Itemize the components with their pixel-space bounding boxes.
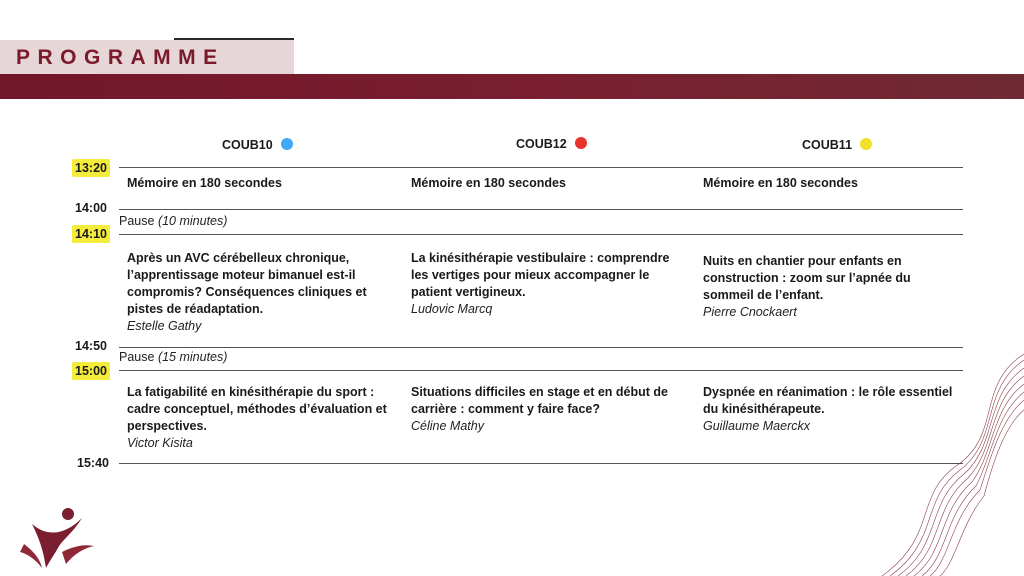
session-title: Après un AVC cérébelleux chronique, l’apprentissage moteur bimanuel est-il compromis? Conséquences cliniques et pistes de réadaptation. (127, 251, 367, 316)
time-label: 15:00 (72, 362, 110, 380)
column-header-coub12 (516, 137, 587, 151)
session-title: Mémoire en 180 secondes (703, 176, 858, 190)
row-divider (119, 234, 963, 235)
session-cell (411, 384, 681, 435)
pause-duration: (10 minutes) (157, 214, 228, 228)
session-cell (411, 175, 681, 192)
session-title: Situations difficiles en stage et en début de carrière : comment y faire face? (411, 385, 668, 416)
column-name: COUB12 (516, 137, 567, 151)
session-cell (127, 175, 397, 192)
pause-label: Pause (119, 214, 155, 228)
session-title: La kinésithérapie vestibulaire : comprendre les vertiges pour mieux accompagner le patient vertigineux. (411, 251, 670, 299)
header-band (0, 74, 1024, 99)
pause-row (119, 214, 227, 228)
session-title: Mémoire en 180 secondes (127, 176, 282, 190)
session-speaker: Guillaume Maerckx (703, 419, 810, 433)
session-speaker: Victor Kisita (127, 436, 193, 450)
blue-dot-icon (281, 138, 293, 150)
session-title: Mémoire en 180 secondes (411, 176, 566, 190)
session-cell (127, 384, 399, 452)
session-speaker: Estelle Gathy (127, 319, 202, 333)
time-label: 15:40 (77, 456, 109, 470)
session-title: La fatigabilité en kinésithérapie du sport : cadre conceptuel, méthodes d’évaluation et perspectives. (127, 385, 387, 433)
time-label: 13:20 (72, 159, 110, 177)
pause-duration: (15 minutes) (157, 350, 228, 364)
row-divider (119, 463, 963, 464)
row-divider (119, 347, 963, 348)
row-divider (119, 209, 963, 210)
session-cell (127, 250, 395, 335)
column-header-coub11 (802, 138, 872, 152)
session-speaker: Ludovic Marcq (411, 302, 493, 316)
session-title: Dyspnée en réanimation : le rôle essentiel du kinésithérapeute. (703, 385, 953, 416)
decorative-wave-lines (880, 350, 1024, 576)
session-speaker: Pierre Cnockaert (703, 305, 797, 319)
person-logo-icon (18, 504, 98, 570)
session-cell (703, 175, 963, 192)
row-divider (119, 167, 963, 168)
pause-label: Pause (119, 350, 155, 364)
page-title: PROGRAMME (16, 46, 225, 69)
red-dot-icon (575, 137, 587, 149)
pause-row (119, 350, 227, 364)
session-cell (703, 253, 948, 321)
session-cell (411, 250, 673, 318)
column-header-coub10 (222, 138, 293, 152)
session-title: Nuits en chantier pour enfants en construction : zoom sur l’apnée du sommeil de l’enfant. (703, 254, 911, 302)
yellow-dot-icon (860, 138, 872, 150)
time-label: 14:50 (75, 339, 107, 353)
session-speaker: Céline Mathy (411, 419, 484, 433)
column-name: COUB11 (802, 138, 853, 152)
row-divider (119, 370, 963, 371)
time-label: 14:00 (75, 201, 107, 215)
time-label: 14:10 (72, 225, 110, 243)
column-name: COUB10 (222, 138, 273, 152)
